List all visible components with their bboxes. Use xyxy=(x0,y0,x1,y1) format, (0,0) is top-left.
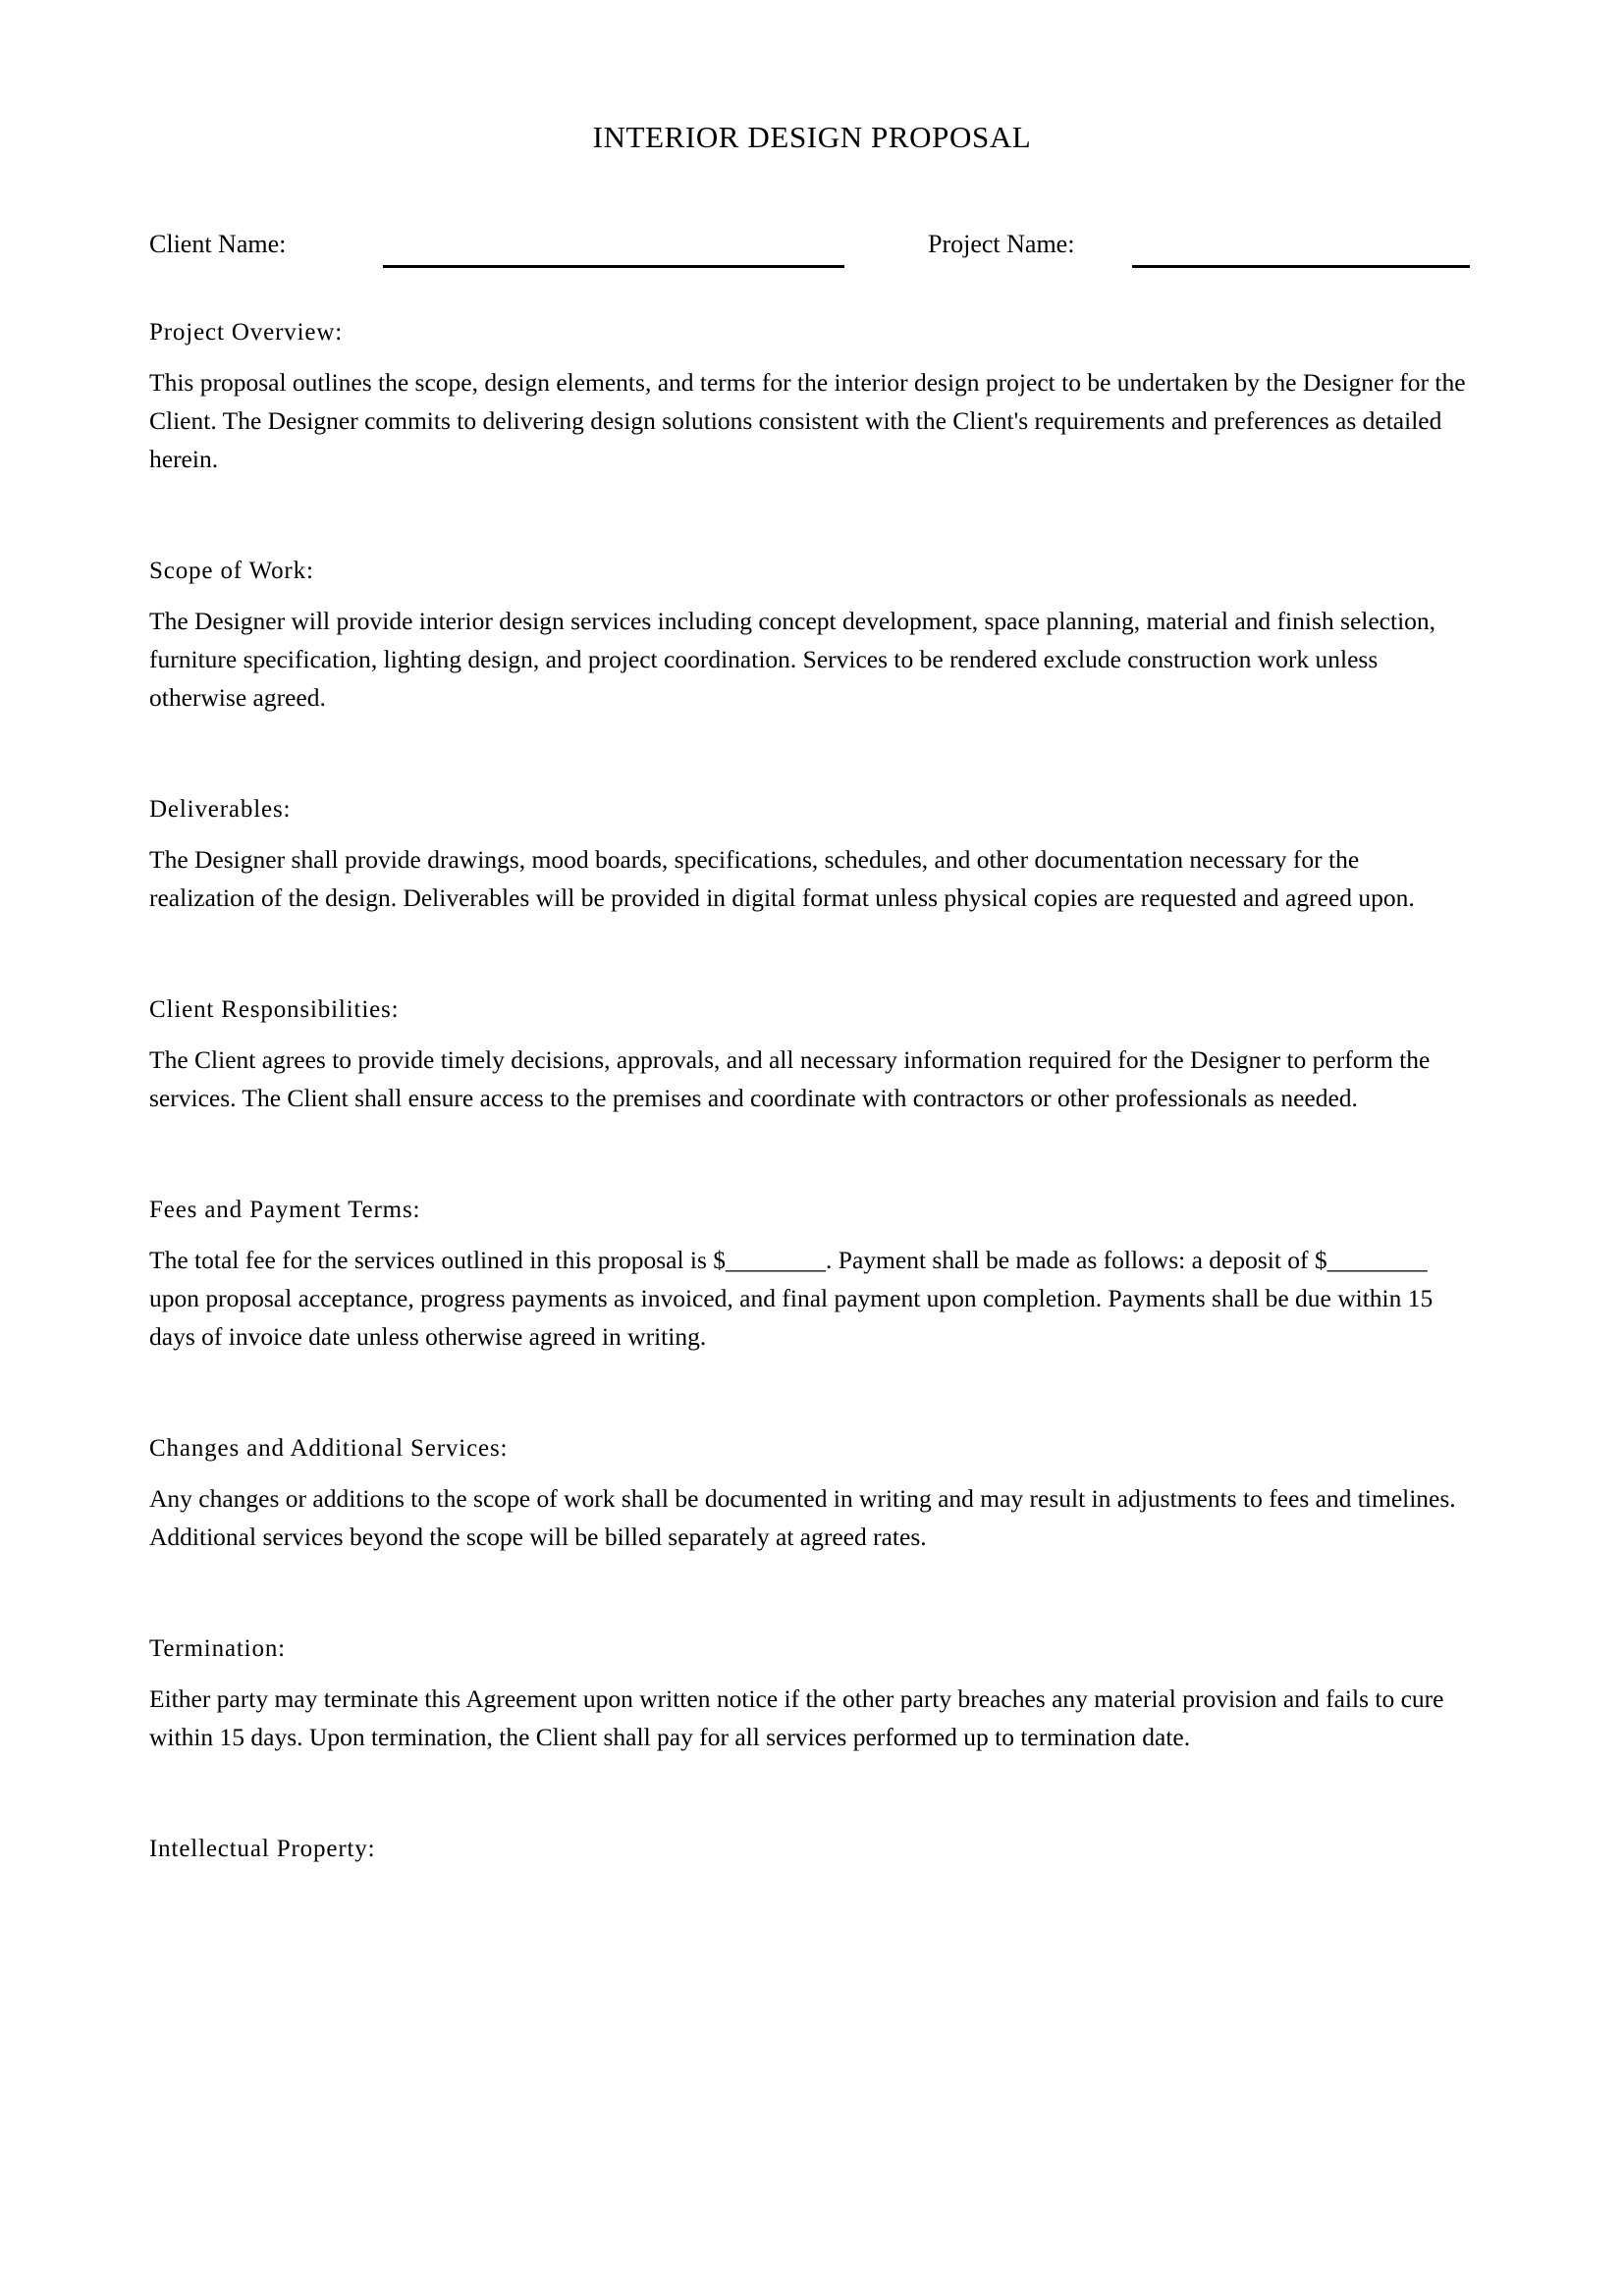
section-body: The Client agrees to provide timely decisions, approvals, and all necessary information required for the Designer to perform the services. The Client shall ensure access to the premises and coordinate with contractors or other professionals as needed. xyxy=(149,1045,1431,1112)
section-heading: Fees and Payment Terms: xyxy=(149,1197,421,1223)
document-body xyxy=(149,314,1473,1880)
project-name-fill-line[interactable] xyxy=(1132,265,1470,268)
section-body: Any changes or additions to the scope of work shall be documented in writing and may result in adjustments to fees and timelines. Additional services beyond the scope will be billed separately at agreed rates. xyxy=(149,1484,1456,1551)
client-name-label: Client Name: xyxy=(149,230,287,258)
section-heading: Client Responsibilities: xyxy=(149,996,400,1023)
section-heading: Project Overview: xyxy=(149,319,344,346)
page-title: INTERIOR DESIGN PROPOSAL xyxy=(592,120,1032,154)
section-heading: Scope of Work: xyxy=(149,558,314,584)
section-scope-of-work xyxy=(149,553,1473,717)
section-changes-and-additional-services xyxy=(149,1430,1473,1556)
section-body: Either party may terminate this Agreement upon written notice if the other party breaches any material provision and fails to cure within 15 days. Upon termination, the Client shall pay for all services performed up to termination date. xyxy=(149,1684,1444,1751)
section-deliverables xyxy=(149,791,1473,917)
section-heading: Intellectual Property: xyxy=(149,1836,376,1862)
section-client-responsibilities xyxy=(149,991,1473,1117)
section-body: The Designer will provide interior design services including concept development, space planning, material and finish selection, furniture specification, lighting design, and project coordination. Services to be rendered exclude construction work unless otherwise agreed. xyxy=(149,607,1436,712)
section-body: This proposal outlines the scope, design elements, and terms for the interior design project to be undertaken by the Designer for the Client. The Designer commits to delivering design solutions consistent with the Client's requirements and preferences as detailed herein. xyxy=(149,368,1466,473)
section-termination xyxy=(149,1630,1473,1756)
section-fees-and-payment-terms xyxy=(149,1192,1473,1356)
client-name-fill-line[interactable] xyxy=(383,265,844,268)
section-intellectual-property xyxy=(149,1831,1473,1868)
section-body: The Designer shall provide drawings, mood boards, specifications, schedules, and other documentation necessary for the realization of the design. Deliverables will be provided in digital format unless physical copies are requested and agreed upon. xyxy=(149,845,1415,912)
section-heading: Termination: xyxy=(149,1635,286,1662)
party-names-row xyxy=(149,230,1473,273)
section-body: The total fee for the services outlined in this proposal is $________. Payment shall be made as follows: a deposit of $________ upon proposal acceptance, progress payments as invoiced, and final payment upon completion. Payments shall be due within 15 days of invoice date unless otherwise agreed in writing. xyxy=(149,1246,1434,1351)
project-name-label: Project Name: xyxy=(928,230,1075,258)
section-project-overview xyxy=(149,314,1473,478)
section-heading: Deliverables: xyxy=(149,796,292,823)
section-heading: Changes and Additional Services: xyxy=(149,1435,509,1462)
